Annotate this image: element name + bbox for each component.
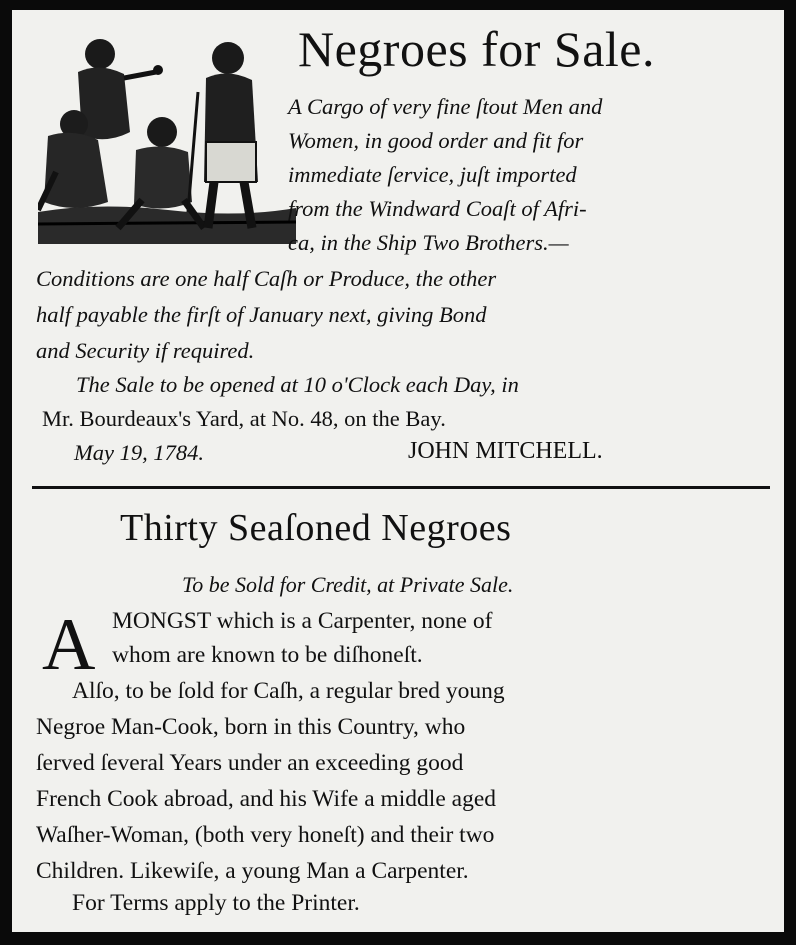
ad2-text-line: Waſher-Woman, (both very honeſt) and their two: [36, 822, 495, 848]
ad1-signature: JOHN MITCHELL.: [408, 438, 603, 464]
advertisement-page: [12, 10, 784, 932]
ad1-text-line: immediate ſervice, juſt imported: [288, 162, 577, 187]
ad1-sale-line: The Sale to be opened at 10 o'Clock each Day, in: [76, 372, 519, 397]
ad1-text-line: half payable the firſt of January next, giving Bond: [36, 302, 487, 327]
section-divider: [32, 486, 770, 489]
woodcut-illustration: [38, 32, 296, 244]
ad2-text-line: French Cook abroad, and his Wife a middle aged: [36, 786, 497, 812]
ad2-text-line: MONGST which is a Carpenter, none of: [112, 608, 493, 634]
ad1-text-line: A Cargo of very fine ſtout Men and: [288, 94, 603, 119]
ad2-text-line: Children. Likewiſe, a young Man a Carpenter.: [36, 858, 469, 884]
ad1-date: May 19, 1784.: [74, 440, 204, 465]
ad2-text-line: whom are known to be diſhoneſt.: [112, 642, 423, 668]
ad1-sale-line: Mr. Bourdeaux's Yard, at No. 48, on the Bay.: [42, 406, 446, 431]
ad2-text-line: ſerved ſeveral Years under an exceeding good: [36, 750, 464, 776]
ad1-title: Negroes for Sale.: [298, 21, 655, 77]
ad1-text-line: from the Windward Coaſt of Afri-: [288, 196, 587, 221]
ad2-text-line: Negroe Man-Cook, born in this Country, who: [36, 714, 466, 740]
ad2-subtitle: To be Sold for Credit, at Private Sale.: [182, 572, 514, 597]
ad1-text-line: Conditions are one half Caſh or Produce, the other: [36, 266, 497, 291]
ad1-text-line: ca, in the Ship Two Brothers.—: [288, 230, 569, 255]
ad2-title: Thirty Seaſoned Negroes: [120, 507, 512, 549]
ad1-text-line: and Security if required.: [36, 338, 255, 363]
ad1-text-line: Women, in good order and fit for: [288, 128, 584, 153]
ad2-text-line: For Terms apply to the Printer.: [72, 890, 360, 916]
ad2-text-line: Alſo, to be ſold for Caſh, a regular bred young: [72, 678, 505, 704]
ad2-dropcap: A: [42, 604, 96, 686]
